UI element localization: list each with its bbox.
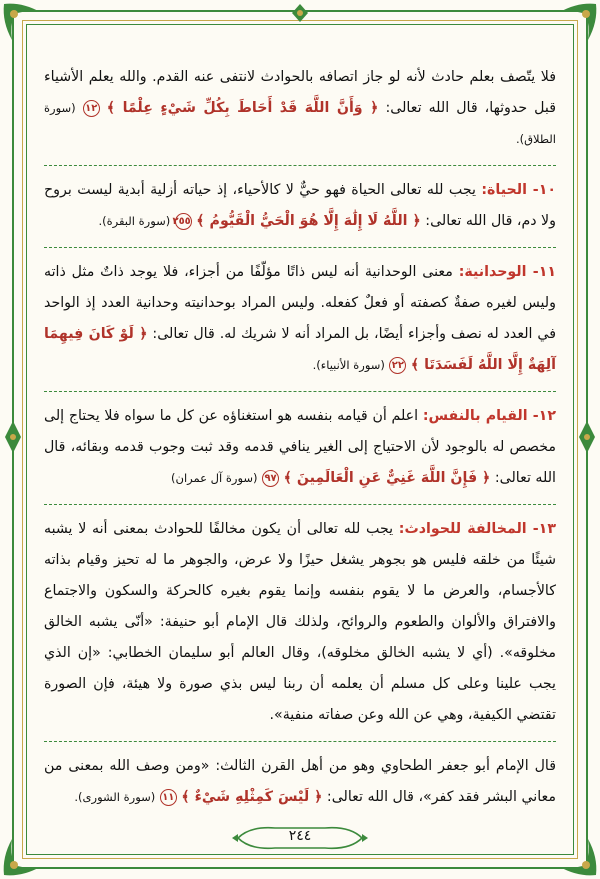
section-life [44,175,556,243]
section-self-subsistence [44,401,556,500]
surah-reference: (سورة الشورى). [74,790,156,804]
paragraph-text: يجب لله تعالى أن يكون مخالفًا للحوادث بمعنى أنه لا يشبه شيئًا من خلقه فليس هو بجوهر يشغل حيزًا ولا عرض، والجوهر ما له تحيز وقيام بذاته كالأجسام، والعرض ما لا يقوم بنفسه وإنما يقوم بغيره كالحركة والسكون والاجتماع والافتراق والألوان والطعوم والروائح، ولذلك قال الإمام أبو حنيفة: «أنّى يشبه الخالق مخلوقه». (أي لا يشبه الخالق مخلوقه)، وقال العالم أبو سليمان الخطابي: «إن الذي يجب علينا وعلى كل مسلم أن يعلمه أن ربنا ليس بذي صورة ولا هيئة، فإن الصورة تقتضي الكيفية، وهي عن الله وعن صفاته منفية». [44,521,556,723]
verse-number: ٩٧ [262,470,279,487]
paragraph-text: قال الإمام أبو جعفر الطحاوي وهو من أهل القرن الثالث: «ومن وصف الله بمعنى من معاني البشر فقد كفر»، قال الله تعالى: [44,758,556,805]
quran-verse: ﴿ اللَّهُ لَا إِلَٰهَ إِلَّا هُوَ الْحَيُّ الْقَيُّومُ ﴾ [196,213,421,229]
quran-verse: ﴿ فَإِنَّ اللَّهَ غَنِيٌّ عَنِ الْعَالَمِينَ ﴾ [283,470,491,486]
divider [44,247,556,249]
verse-number: ٢٢ [389,357,406,374]
section-oneness [44,257,556,387]
page-body [44,62,556,819]
corner-ornament [554,833,600,879]
page-number: ٢٤٤ [288,828,312,844]
verse-number: ٢٥٥ [175,213,192,230]
quran-verse: ﴿ وَأَنَّ اللَّهَ قَدْ أَحَاطَ بِكُلِّ شَيْءٍ عِلْمًا ﴾ [106,100,379,116]
paragraph-text: اعلم أن قيامه بنفسه هو استغناؤه عن كل ما سواه فلا يحتاج إلى مخصص له بالوجود لأن الاحتياج إلى الغير ينافي قدمه وقد ثبت وجوب قدمه وبقائه، قال الله تعالى: [44,408,556,486]
corner-ornament [0,833,46,879]
verse-number: ١٢ [83,100,100,117]
surah-reference: (سورة البقرة). [98,214,171,228]
paragraph-knowledge [44,62,556,161]
section-title: ١٢- القيام بالنفس: [422,408,556,424]
page-number-box [230,824,370,852]
paragraph-text: يجب لله تعالى الحياة فهو حيٌّ لا كالأحياء، إذ حياته أزلية أبدية ليست بروح ولا دم، قال الله تعالى: [44,182,556,229]
section-title: ١٣- المخالفة للحوادث: [398,521,556,537]
divider [44,504,556,506]
paragraph-text: معنى الوحدانية أنه ليس ذاتًا مؤلّفًا من أجزاء، فلا يوجد ذاتٌ مثل ذاته وليس لغيره صفةٌ كصفته أو فعلٌ كفعله. وليس المراد بوحدانيته وحدانية العدد إذ الواحد في العدد له نصف وأجزاء أيضًا، بل المراد أنه لا شريك له. قال تعالى: [44,264,556,342]
corner-ornament [0,0,46,46]
paragraph-tahawi [44,751,556,819]
corner-ornament [554,0,600,46]
verse-number: ١١ [160,789,177,806]
divider [44,391,556,393]
side-ornament [577,420,597,454]
quran-verse: ﴿ لَيْسَ كَمِثْلِهِ شَيْءٌ ﴾ [181,789,323,805]
surah-reference: (سورة الأنبياء). [312,358,385,372]
surah-reference: (سورة آل عمران) [171,471,258,485]
section-dissimilarity [44,514,556,737]
divider [44,165,556,167]
paragraph-text: فلا يتّصف بعلم حادث لأنه لو جاز اتصافه بالحوادث لانتفى عنه القدم. والله يعلم الأشياء قبل حدوثها، قال الله تعالى: [44,69,556,116]
surah-reference: (سورة الطلاق). [44,101,556,146]
section-title: ١٠- الحياة: [481,182,557,198]
section-title: ١١- الوحدانية: [458,264,557,280]
quran-verse: ﴿ لَوْ كَانَ فِيهِمَا آلِهَةٌ إِلَّا اللَّهُ لَفَسَدَتَا ﴾ [44,326,556,373]
top-ornament [290,3,310,23]
divider [44,741,556,743]
side-ornament [3,420,23,454]
